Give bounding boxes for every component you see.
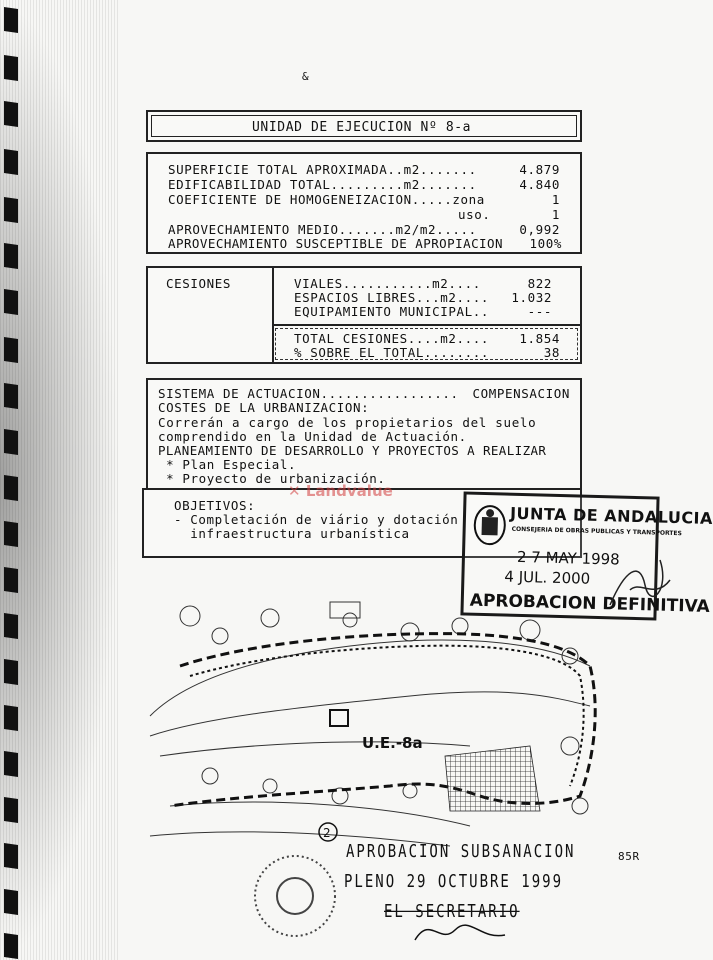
binding-hole xyxy=(4,705,18,731)
summary-value: 100% xyxy=(529,236,562,251)
cesion-label: EQUIPAMIENTO MUNICIPAL.. xyxy=(294,304,490,319)
objetivos-line: infraestructura urbanística xyxy=(174,526,410,541)
binding-hole xyxy=(4,521,18,547)
summary-value: 0,992 xyxy=(519,222,560,237)
municipal-seal xyxy=(240,846,350,946)
signature-scribble xyxy=(600,550,680,620)
binding-hole xyxy=(4,337,18,363)
watermark-logo xyxy=(288,482,393,500)
total-label: TOTAL CESIONES....m2.... xyxy=(294,331,490,346)
objetivos-heading: OBJETIVOS: xyxy=(174,498,256,513)
cesion-value: 1.032 xyxy=(511,290,552,305)
binding-hole xyxy=(4,7,18,33)
binding-hole xyxy=(4,243,18,269)
map-marker-label: 2 xyxy=(323,826,331,840)
summary-value: 1 xyxy=(551,207,560,222)
cesiones-box xyxy=(146,266,582,364)
footer-approval: APROBACION SUBSANACION xyxy=(346,842,576,862)
binding-hole xyxy=(4,55,18,81)
summary-value: 4.879 xyxy=(519,162,560,177)
page-number: 85R xyxy=(618,850,640,863)
stamp-status: APROBACION DEFINITIVA xyxy=(469,590,710,617)
footer-secretary: EL SECRETARIO xyxy=(384,902,520,922)
coat-of-arms-icon xyxy=(471,503,508,548)
objetivos-line: - Completación de viário y dotación xyxy=(174,512,459,527)
top-mark: & xyxy=(302,70,310,83)
map-zone-label: U.E.-8a xyxy=(362,734,423,752)
stamp-dept: CONSEJERIA DE OBRAS PUBLICAS Y TRANSPORTES xyxy=(511,525,682,538)
binding-hole xyxy=(4,289,18,315)
binding-hole xyxy=(4,797,18,823)
secretary-signature xyxy=(410,910,510,950)
page-title: UNIDAD DE EJECUCION Nº 8-a xyxy=(252,120,472,135)
sistema-line: comprendido en la Unidad de Actuación. xyxy=(158,429,467,444)
summary-value: 4.840 xyxy=(519,177,560,192)
stamp-date: 2 7 MAY 1998 xyxy=(516,547,620,569)
stamp-date: 4 JUL. 2000 xyxy=(504,567,591,588)
total-label: % SOBRE EL TOTAL........ xyxy=(294,345,490,360)
binding-hole xyxy=(4,567,18,593)
cesiones-heading: CESIONES xyxy=(166,276,232,291)
site-plan-map xyxy=(150,596,600,856)
binding-edge xyxy=(0,0,120,960)
summary-label: SUPERFICIE TOTAL APROXIMADA..m2....... xyxy=(168,162,477,177)
watermark-text: Landvalue xyxy=(305,482,393,500)
summary-label: APROVECHAMIENTO SUSCEPTIBLE DE APROPIACION xyxy=(168,236,503,251)
summary-box xyxy=(146,152,582,254)
stamp-org: JUNTA DE ANDALUCIA xyxy=(509,503,713,528)
binding-hole xyxy=(4,843,18,869)
binding-hole xyxy=(4,197,18,223)
sistema-line: COSTES DE LA URBANIZACION: xyxy=(158,400,370,415)
binding-hole xyxy=(4,383,18,409)
sistema-line: * Plan Especial. xyxy=(158,457,297,472)
binding-hole xyxy=(4,429,18,455)
binding-hole xyxy=(4,613,18,639)
sistema-box xyxy=(146,378,582,490)
sistema-line: PLANEAMIENTO DE DESARROLLO Y PROYECTOS A REALIZAR xyxy=(158,443,547,458)
cesion-value: --- xyxy=(527,304,552,319)
summary-label: EDIFICABILIDAD TOTAL.........m2....... xyxy=(168,177,477,192)
sistema-line: * Proyecto de urbanización. xyxy=(158,471,386,486)
footer-pleno: PLENO 29 OCTUBRE 1999 xyxy=(344,872,564,892)
binding-hole xyxy=(4,933,18,959)
sistema-line: Correrán a cargo de los propietarios del suelo xyxy=(158,415,537,430)
title-box xyxy=(146,110,582,142)
binding-hole xyxy=(4,659,18,685)
cesion-label: ESPACIOS LIBRES...m2.... xyxy=(294,290,490,305)
summary-label: APROVECHAMIENTO MEDIO.......m2/m2..... xyxy=(168,222,477,237)
binding-hole xyxy=(4,149,18,175)
summary-label: uso. xyxy=(458,207,491,222)
binding-hole xyxy=(4,101,18,127)
cesion-label: VIALES...........m2.... xyxy=(294,276,481,291)
total-value: 38 xyxy=(543,345,560,360)
sistema-value: COMPENSACION xyxy=(472,386,570,401)
binding-hole xyxy=(4,751,18,777)
binding-hole xyxy=(4,889,18,915)
summary-value: 1 xyxy=(551,192,560,207)
cross-icon: ✕ xyxy=(288,482,301,500)
binding-hole xyxy=(4,475,18,501)
summary-label: COEFICIENTE DE HOMOGENEIZACION.....zona xyxy=(168,192,485,207)
cesion-value: 822 xyxy=(527,276,552,291)
total-value: 1.854 xyxy=(519,331,560,346)
sistema-label: SISTEMA DE ACTUACION................. xyxy=(158,386,459,401)
